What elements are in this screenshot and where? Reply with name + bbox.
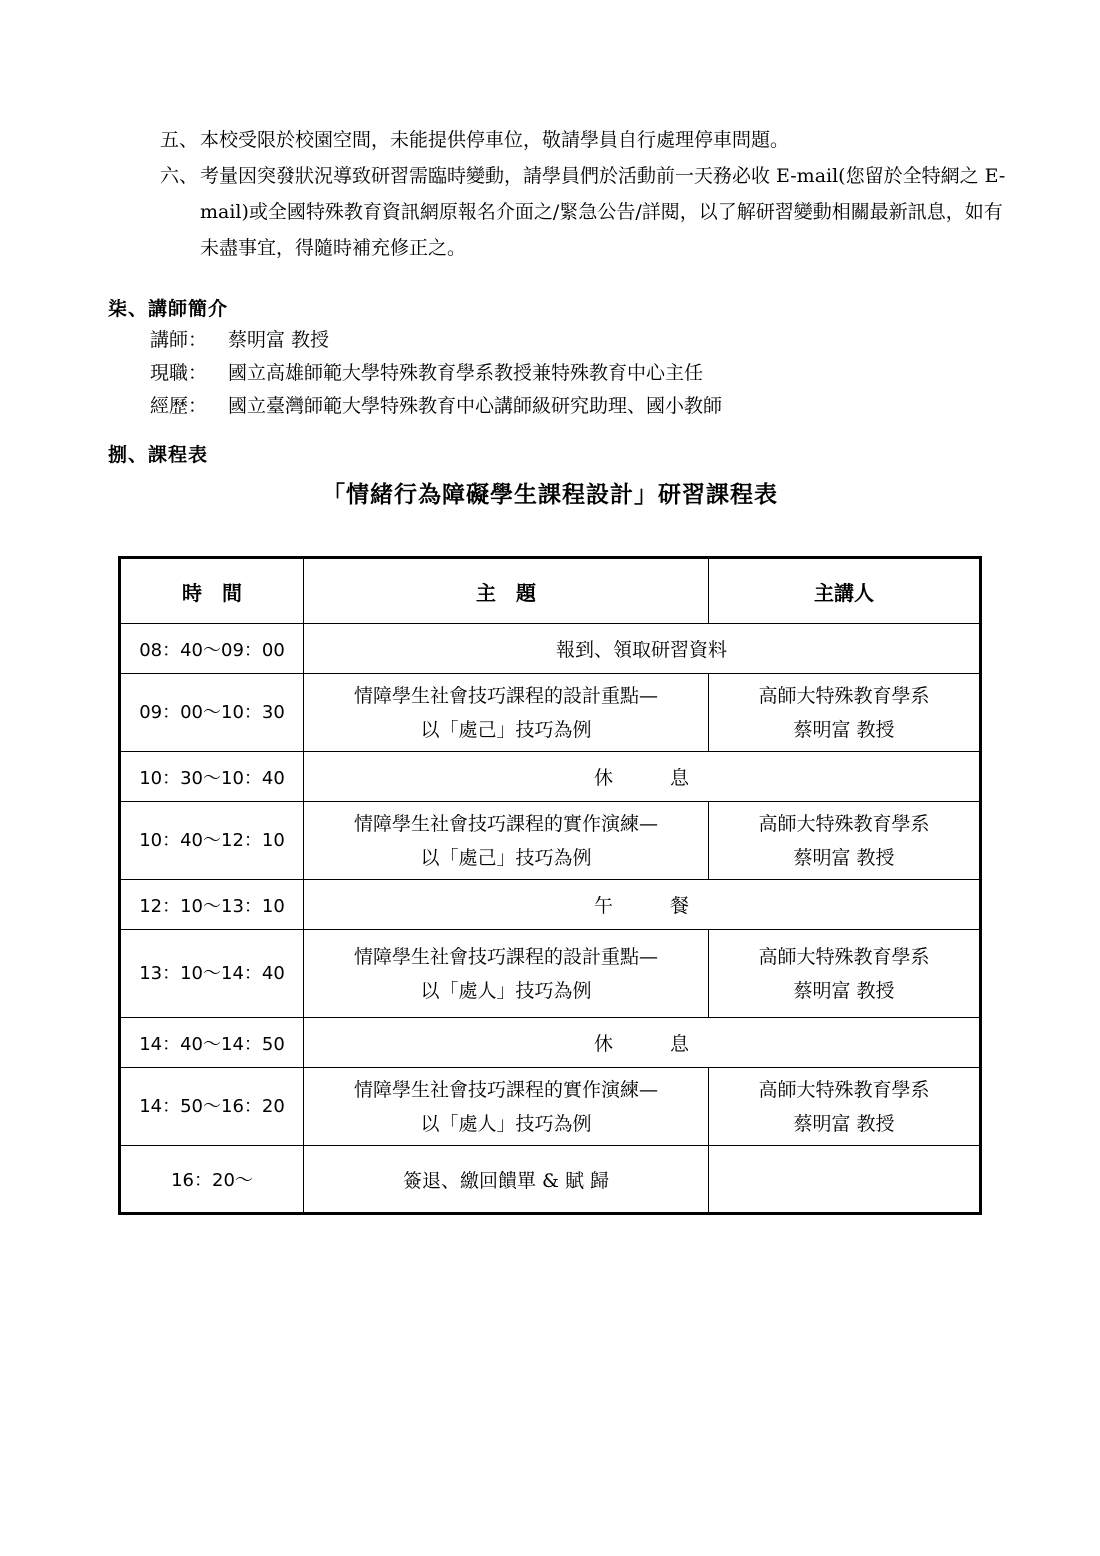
row-speaker-line2: 蔡明富 教授 (793, 1112, 895, 1135)
row-speaker (709, 1068, 981, 1146)
row-speaker-line1: 高師大特殊教育學系 (758, 684, 930, 707)
section-heading-lecturer: 柒、講師簡介 (108, 298, 229, 320)
row-time: 16：20～ (120, 1146, 304, 1214)
row-speaker (709, 930, 981, 1018)
section-heading-schedule: 捌、課程表 (108, 444, 209, 466)
table-header-row (120, 558, 981, 624)
note-number: 五、 (160, 129, 199, 151)
row-topic: 休 息 (304, 752, 981, 802)
header-speaker: 主講人 (709, 558, 981, 624)
lecturer-row-label: 經歷： (150, 395, 208, 417)
table-row (120, 880, 981, 930)
note-item (160, 158, 1020, 266)
row-topic: 報到、領取研習資料 (304, 624, 981, 674)
table-row (120, 930, 981, 1018)
schedule-title: 「情緒行為障礙學生課程設計」研習課程表 (322, 481, 778, 508)
row-speaker-line1: 高師大特殊教育學系 (758, 812, 930, 835)
note-item (160, 122, 1020, 158)
row-topic (304, 674, 709, 752)
row-speaker (709, 1146, 981, 1214)
table-row (120, 1018, 981, 1068)
row-speaker (709, 674, 981, 752)
schedule-table (118, 556, 982, 1215)
header-time: 時 間 (120, 558, 304, 624)
row-time: 10：30～10：40 (120, 752, 304, 802)
lecturer-row-label: 講師： (150, 329, 208, 351)
note-number: 六、 (160, 165, 199, 187)
row-time: 08：40～09：00 (120, 624, 304, 674)
lecturer-row (150, 390, 722, 423)
row-topic-line1: 情障學生社會技巧課程的設計重點— (353, 684, 658, 707)
row-topic (304, 802, 709, 880)
lecturer-row-value: 國立高雄師範大學特殊教育學系教授兼特殊教育中心主任 (228, 362, 704, 384)
row-topic: 午 餐 (304, 880, 981, 930)
table-row (120, 624, 981, 674)
row-speaker-line2: 蔡明富 教授 (793, 979, 895, 1002)
lecturer-row-value: 國立臺灣師範大學特殊教育中心講師級研究助理、國小教師 (228, 395, 723, 417)
row-topic-line1: 情障學生社會技巧課程的實作演練— (353, 812, 658, 835)
row-topic-line2: 以「處人」技巧為例 (420, 979, 592, 1002)
row-topic-line2: 以「處己」技巧為例 (420, 846, 592, 869)
lecturer-info (150, 324, 722, 423)
row-topic: 簽退、繳回饋單 & 賦 歸 (304, 1146, 709, 1214)
row-topic-line2: 以「處人」技巧為例 (420, 1112, 592, 1135)
table-row (120, 1146, 981, 1214)
row-topic: 休 息 (304, 1018, 981, 1068)
row-time: 14：40～14：50 (120, 1018, 304, 1068)
note-text: 本校受限於校園空間，未能提供停車位，敬請學員自行處理停車問題。 (200, 129, 790, 151)
table-row (120, 1068, 981, 1146)
lecturer-row (150, 324, 722, 357)
row-topic-line2: 以「處己」技巧為例 (420, 718, 592, 741)
row-speaker-line1: 高師大特殊教育學系 (758, 945, 930, 968)
row-topic-line1: 情障學生社會技巧課程的設計重點— (353, 945, 658, 968)
table-row (120, 752, 981, 802)
row-time: 09：00～10：30 (120, 674, 304, 752)
row-time: 12：10～13：10 (120, 880, 304, 930)
row-time: 10：40～12：10 (120, 802, 304, 880)
row-time: 13：10～14：40 (120, 930, 304, 1018)
table-row (120, 802, 981, 880)
lecturer-row-label: 現職： (150, 362, 208, 384)
row-time: 14：50～16：20 (120, 1068, 304, 1146)
row-speaker-line2: 蔡明富 教授 (793, 846, 895, 869)
lecturer-row-value: 蔡明富 教授 (228, 329, 330, 351)
row-speaker-line2: 蔡明富 教授 (793, 718, 895, 741)
row-topic (304, 930, 709, 1018)
notes-list (160, 122, 1020, 266)
row-topic-line1: 情障學生社會技巧課程的實作演練— (353, 1078, 658, 1101)
row-topic (304, 1068, 709, 1146)
header-topic: 主 題 (304, 558, 709, 624)
table-row (120, 674, 981, 752)
row-speaker (709, 802, 981, 880)
lecturer-row (150, 357, 722, 390)
note-text: 考量因突發狀況導致研習需臨時變動，請學員們於活動前一天務必收 E-mail(您留於全特網之 E-mail)或全國特殊教育資訊網原報名介面之/緊急公告/詳閱，以了解研習變動相關最新訊息，如有未盡事宜，得隨時補充修正之。 (200, 165, 1006, 259)
row-speaker-line1: 高師大特殊教育學系 (758, 1078, 930, 1101)
